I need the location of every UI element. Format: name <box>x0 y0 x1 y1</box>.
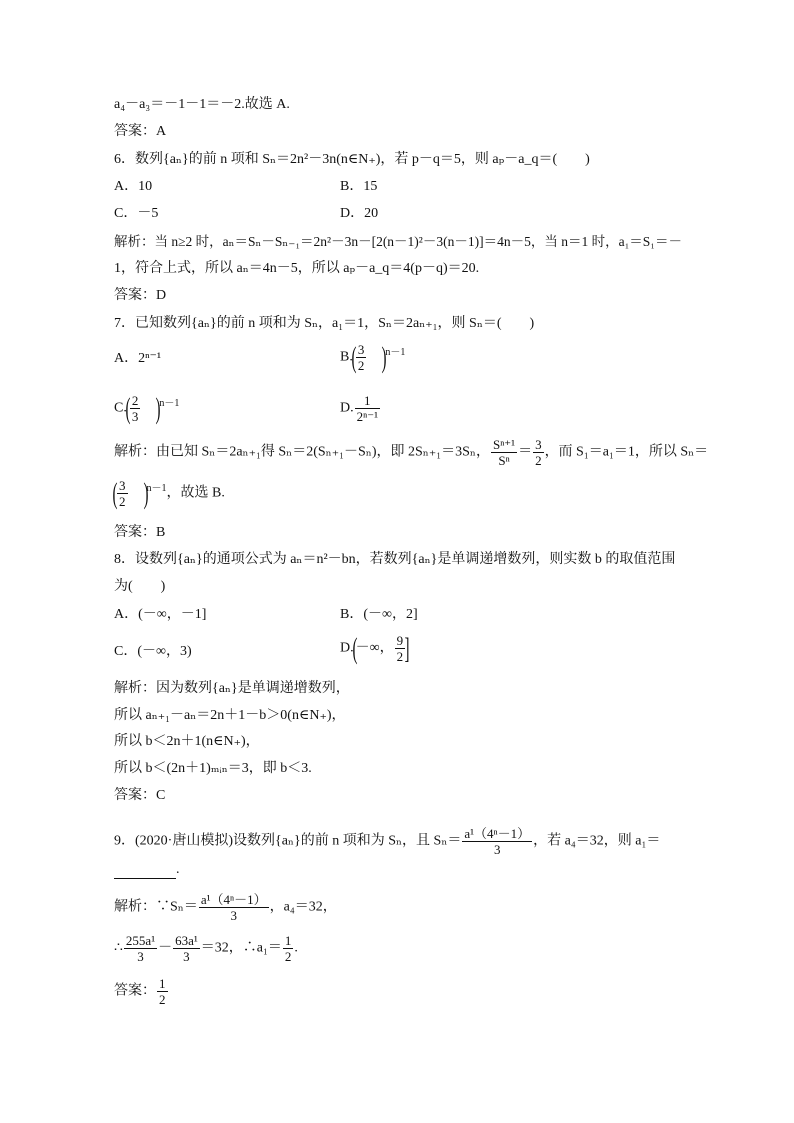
q8-solution-line1: 解析：因为数列{aₙ}是单调递增数列， <box>114 681 350 696</box>
q7-answer: 答案：B <box>114 525 166 540</box>
fraction: $\frac{\text{a¹（4ⁿ－1）}}{3}$ <box>200 892 267 923</box>
fraction: $\frac{2}{3}$ <box>131 393 139 424</box>
fraction: $\frac{1}{\text{2ⁿ⁻¹}}$ <box>356 393 378 424</box>
q6-solution-line2: 1，符合上式，所以 aₙ＝4n－5，所以 aₚ－a_q＝4(p－q)＝20. <box>114 261 480 276</box>
q8-answer: 答案：C <box>114 788 166 803</box>
q8-solution-line2: 所以 aₙ₊₁－aₙ＝2n＋1－b＞0(n∈N₊)， <box>114 708 346 723</box>
q6-option-a: A．10 <box>114 179 153 194</box>
q8-solution-line4: 所以 b＜(2n＋1)ₘᵢₙ＝3，即 b＜3. <box>114 761 312 776</box>
formula: a₄－a₃＝－1－1＝－2. <box>114 97 245 112</box>
fraction: $\frac{1}{2}$ <box>159 976 166 1007</box>
q7-option-a: A．2ⁿ⁻¹ <box>114 351 162 366</box>
q8-stem-line1: 8．设数列{aₙ}的通项公式为 aₙ＝n²－bn，若数列{aₙ}是单调递增数列，则实数 b 的取值范围 <box>114 552 676 567</box>
answer-blank[interactable] <box>114 864 176 879</box>
q8-solution-line3: 所以 b＜2n＋1(n∈N₊)， <box>114 734 260 749</box>
q7-solution-line1: 解析：由已知 Sₙ＝2aₙ₊₁得 Sₙ＝2(Sₙ₊₁－Sₙ)，即 2Sₙ₊₁＝3Sₙ， $\frac{\text{Sⁿ⁺¹}}{\text{Sⁿ}}$ ＝ $\frac{3}{2}$ ，而 S₁＝a₁＝1，所以 Sₙ＝ <box>114 437 709 468</box>
fraction: $\frac{\text{Sⁿ⁺¹}}{\text{Sⁿ}}$ <box>492 437 516 468</box>
q9-solution-line2: ∴ $\frac{\text{255a¹}}{3}$ － $\frac{\text{63a¹}}{3}$ ＝32，∴a₁＝ $\frac{1}{2}$ . <box>114 933 298 964</box>
q6-solution-line1: 解析：当 n≥2 时，aₙ＝Sₙ－Sₙ₋₁＝2n²－3n－[2(n－1)²－3(n－1)]＝4n－5，当 n＝1 时，a₁＝S₁＝－ <box>114 234 683 249</box>
conclusion: 故选 A. <box>244 97 290 112</box>
fraction: $\frac{\text{255a¹}}{3}$ <box>125 933 156 964</box>
q9-blank-line: . <box>114 861 180 879</box>
q7-stem: 7．已知数列{aₙ}的前 n 项和为 Sₙ，a₁＝1，Sₙ＝2aₙ₊₁，则 Sₙ＝( ) <box>114 316 535 331</box>
q8-stem-line2: 为( ) <box>114 579 166 594</box>
previous-solution-line <box>114 96 290 114</box>
answer-prev: 答案：A <box>114 124 167 139</box>
fraction: $\frac{9}{2}$ <box>396 633 404 664</box>
fraction: $\frac{\text{a¹（4ⁿ－1）}}{3}$ <box>464 826 531 857</box>
q9-solution-line1: 解析：∵Sₙ＝ $\frac{\text{a¹（4ⁿ－1）}}{3}$ ，a₄＝32， <box>114 892 337 923</box>
q8-option-b: B．(－∞，2] <box>340 607 418 622</box>
fraction: $\frac{3}{2}$ <box>357 342 365 373</box>
fraction: $\frac{1}{2}$ <box>284 933 292 964</box>
q8-option-a: A．(－∞，－1] <box>114 607 207 622</box>
q9-stem: 9．(2020·唐山模拟)设数列{aₙ}的前 n 项和为 Sₙ，且 Sₙ＝ $\frac{\text{a¹（4ⁿ－1）}}{3}$ ，若 a₄＝32，则 a₁＝ <box>114 826 661 857</box>
fraction: $\frac{\text{63a¹}}{3}$ <box>175 933 198 964</box>
fraction: $\frac{3}{2}$ <box>535 437 542 468</box>
fraction: $\frac{3}{2}$ <box>119 478 126 509</box>
q8-option-c: C．(－∞，3) <box>114 644 192 659</box>
q6-option-c: C．－5 <box>114 206 159 221</box>
q7-solution-line2: ( $\frac{3}{2}$ )$^{n-1}$，故选 B. <box>112 476 225 510</box>
q7-option-d: D. $\frac{1}{\text{2ⁿ⁻¹}}$ <box>340 393 378 424</box>
q6-option-d: D．20 <box>340 206 379 221</box>
q6-answer: 答案：D <box>114 288 167 303</box>
q8-option-d: D.(－∞， $\frac{9}{2}$ ] <box>340 631 410 665</box>
q6-stem: 6．数列{aₙ}的前 n 项和 Sₙ＝2n²－3n(n∈N₊)，若 p－q＝5，则 aₚ－a_q＝( ) <box>114 152 590 167</box>
q9-answer: 答案： $\frac{1}{2}$ <box>114 976 166 1007</box>
q7-option-b: B.( $\frac{3}{2}$ )$^{n-1}$ <box>340 340 406 374</box>
q7-option-c: C.( $\frac{2}{3}$ )$^{n-1}$ <box>114 391 180 425</box>
q6-option-b: B．15 <box>340 179 378 194</box>
